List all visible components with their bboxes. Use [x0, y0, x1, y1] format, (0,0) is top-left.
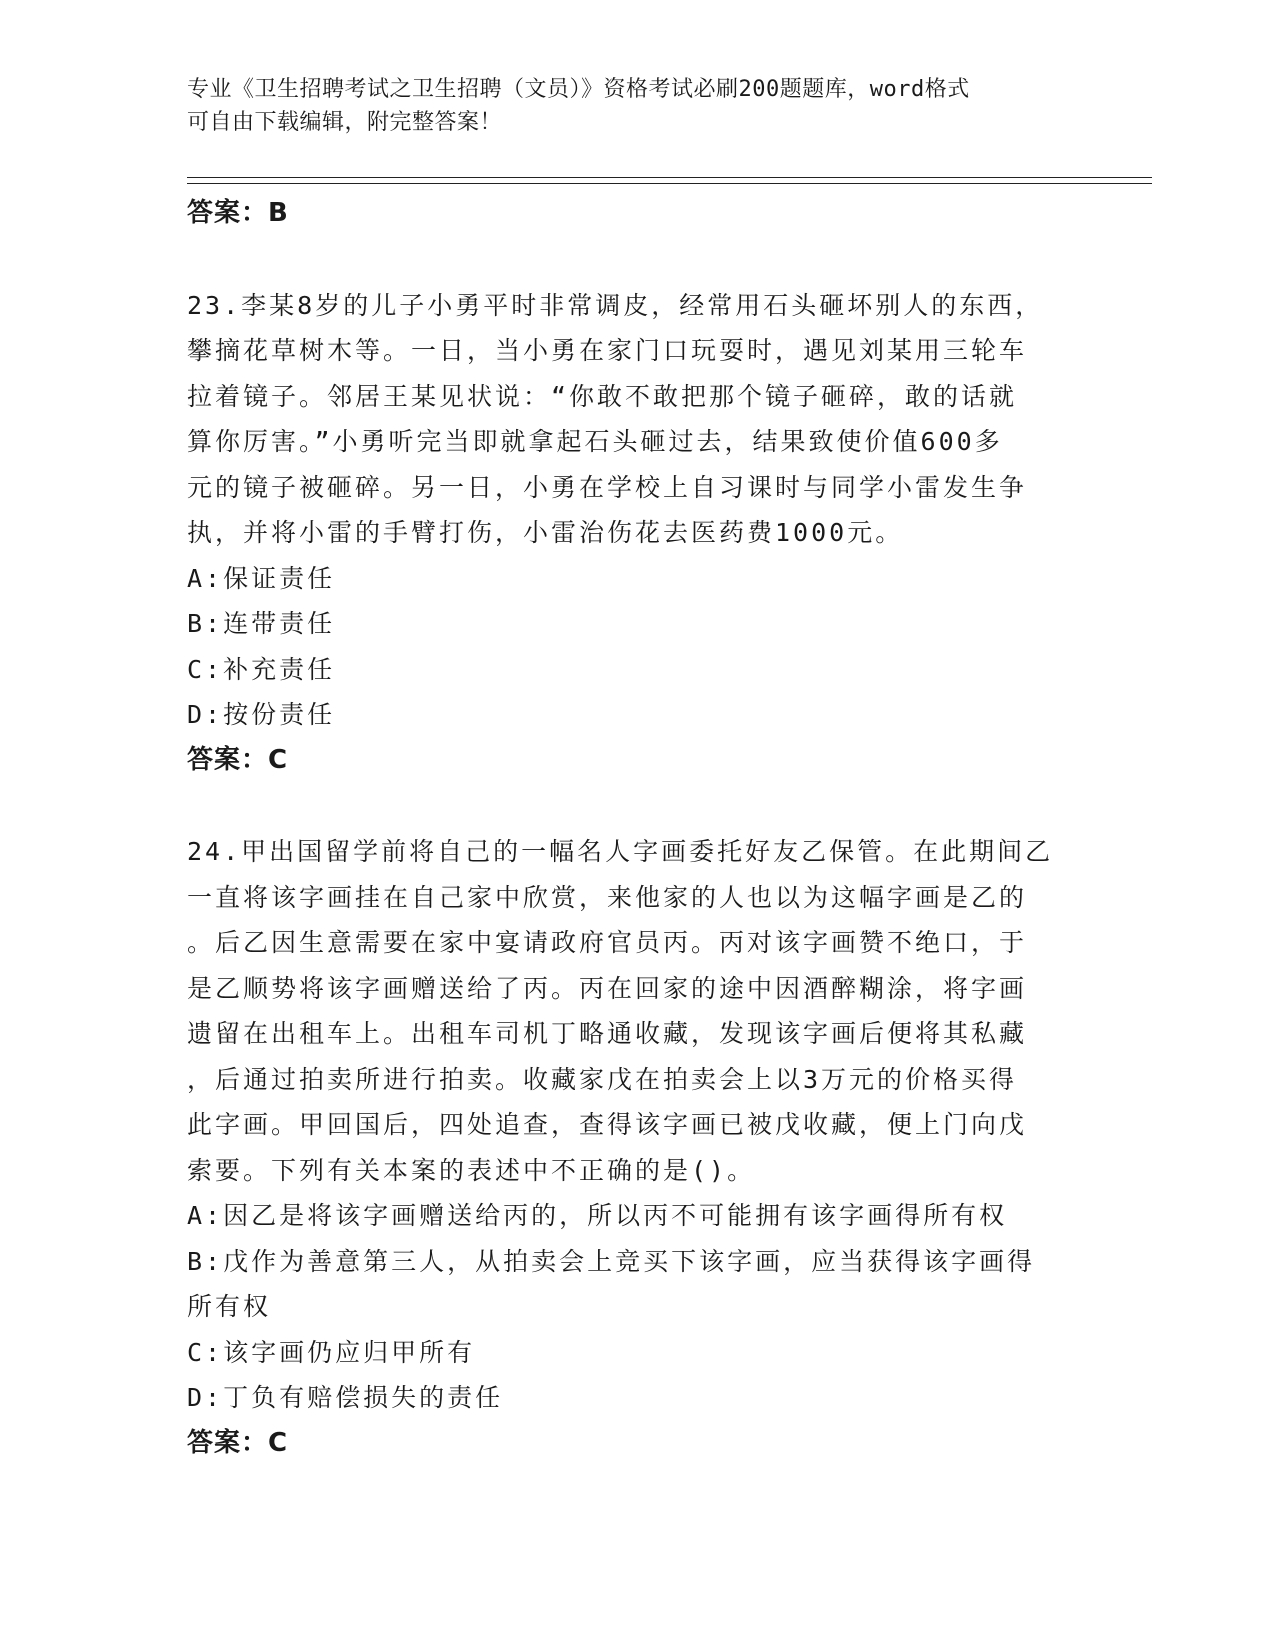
question-24-option-c: C:该字画仍应归甲所有	[187, 1337, 476, 1367]
question-23-option-a: A:保证责任	[187, 563, 336, 593]
question-23-text-line: 算你厉害。”小勇听完当即就拿起石头砸过去，结果致使价值600多	[187, 427, 1003, 456]
previous-answer: 答案：B	[187, 198, 289, 228]
question-24	[187, 829, 1077, 1466]
question-23-text-line: 元的镜子被砸碎。另一日，小勇在学校上自习课时与同学小雷发生争	[187, 472, 1028, 502]
question-24-text-line: ，后通过拍卖所进行拍卖。收藏家戊在拍卖会上以3万元的价格买得	[187, 1064, 1018, 1094]
question-24-text-line: 索要。下列有关本案的表述中不正确的是()。	[187, 1155, 756, 1185]
question-23-text-line: 拉着镜子。邻居王某见状说：“你敢不敢把那个镜子砸碎，敢的话就	[187, 381, 1018, 411]
question-23-text-line: 执，并将小雷的手臂打伤，小雷治伤花去医药费1000元。	[187, 518, 904, 547]
header-line-2: 可自由下载编辑，附完整答案！	[187, 110, 503, 135]
question-24-option-b-continued: 所有权	[187, 1292, 272, 1321]
question-24-text-line: 遗留在出租车上。出租车司机丁略通收藏，发现该字画后便将其私藏	[187, 1019, 1028, 1048]
question-24-option-d: D:丁负有赔偿损失的责任	[187, 1383, 504, 1412]
question-23-option-c: C:补充责任	[187, 654, 336, 684]
question-24-option-a: A:因乙是将该字画赠送给丙的，所以丙不可能拥有该字画得所有权	[187, 1201, 1008, 1230]
page-header	[187, 73, 1077, 139]
question-24-text-line: 是乙顺势将该字画赠送给了丙。丙在回家的途中因酒醉糊涂，将字画	[187, 973, 1028, 1003]
question-23-text-line: 攀摘花草树木等。一日，当小勇在家门口玩耍时，遇见刘某用三轮车	[187, 336, 1028, 365]
question-24-text-line: 24.甲出国留学前将自己的一幅名人字画委托好友乙保管。在此期间乙	[187, 837, 1054, 866]
question-24-option-b: B:戊作为善意第三人，从拍卖会上竞买下该字画，应当获得该字画得	[187, 1246, 1036, 1276]
document-body	[187, 191, 1077, 1466]
question-24-text-line: 。后乙因生意需要在家中宴请政府官员丙。丙对该字画赞不绝口，于	[187, 928, 1028, 957]
question-24-answer: 答案：C	[187, 1427, 289, 1458]
question-23-answer: 答案：C	[187, 744, 289, 775]
question-24-text-line: 一直将该字画挂在自己家中欣赏，来他家的人也以为这幅字画是乙的	[187, 882, 1028, 912]
header-line-1: 专业《卫生招聘考试之卫生招聘（文员）》资格考试必刷200题题库，word格式	[187, 77, 970, 102]
question-23-text-line: 23.李某8岁的儿子小勇平时非常调皮，经常用石头砸坏别人的东西，	[187, 290, 1044, 320]
question-23	[187, 283, 1077, 784]
question-24-text-line: 此字画。甲回国后，四处追查，查得该字画已被戊收藏，便上门向戊	[187, 1110, 1028, 1139]
header-divider	[187, 177, 1152, 184]
question-23-option-d: D:按份责任	[187, 700, 336, 729]
question-23-option-b: B:连带责任	[187, 609, 336, 638]
